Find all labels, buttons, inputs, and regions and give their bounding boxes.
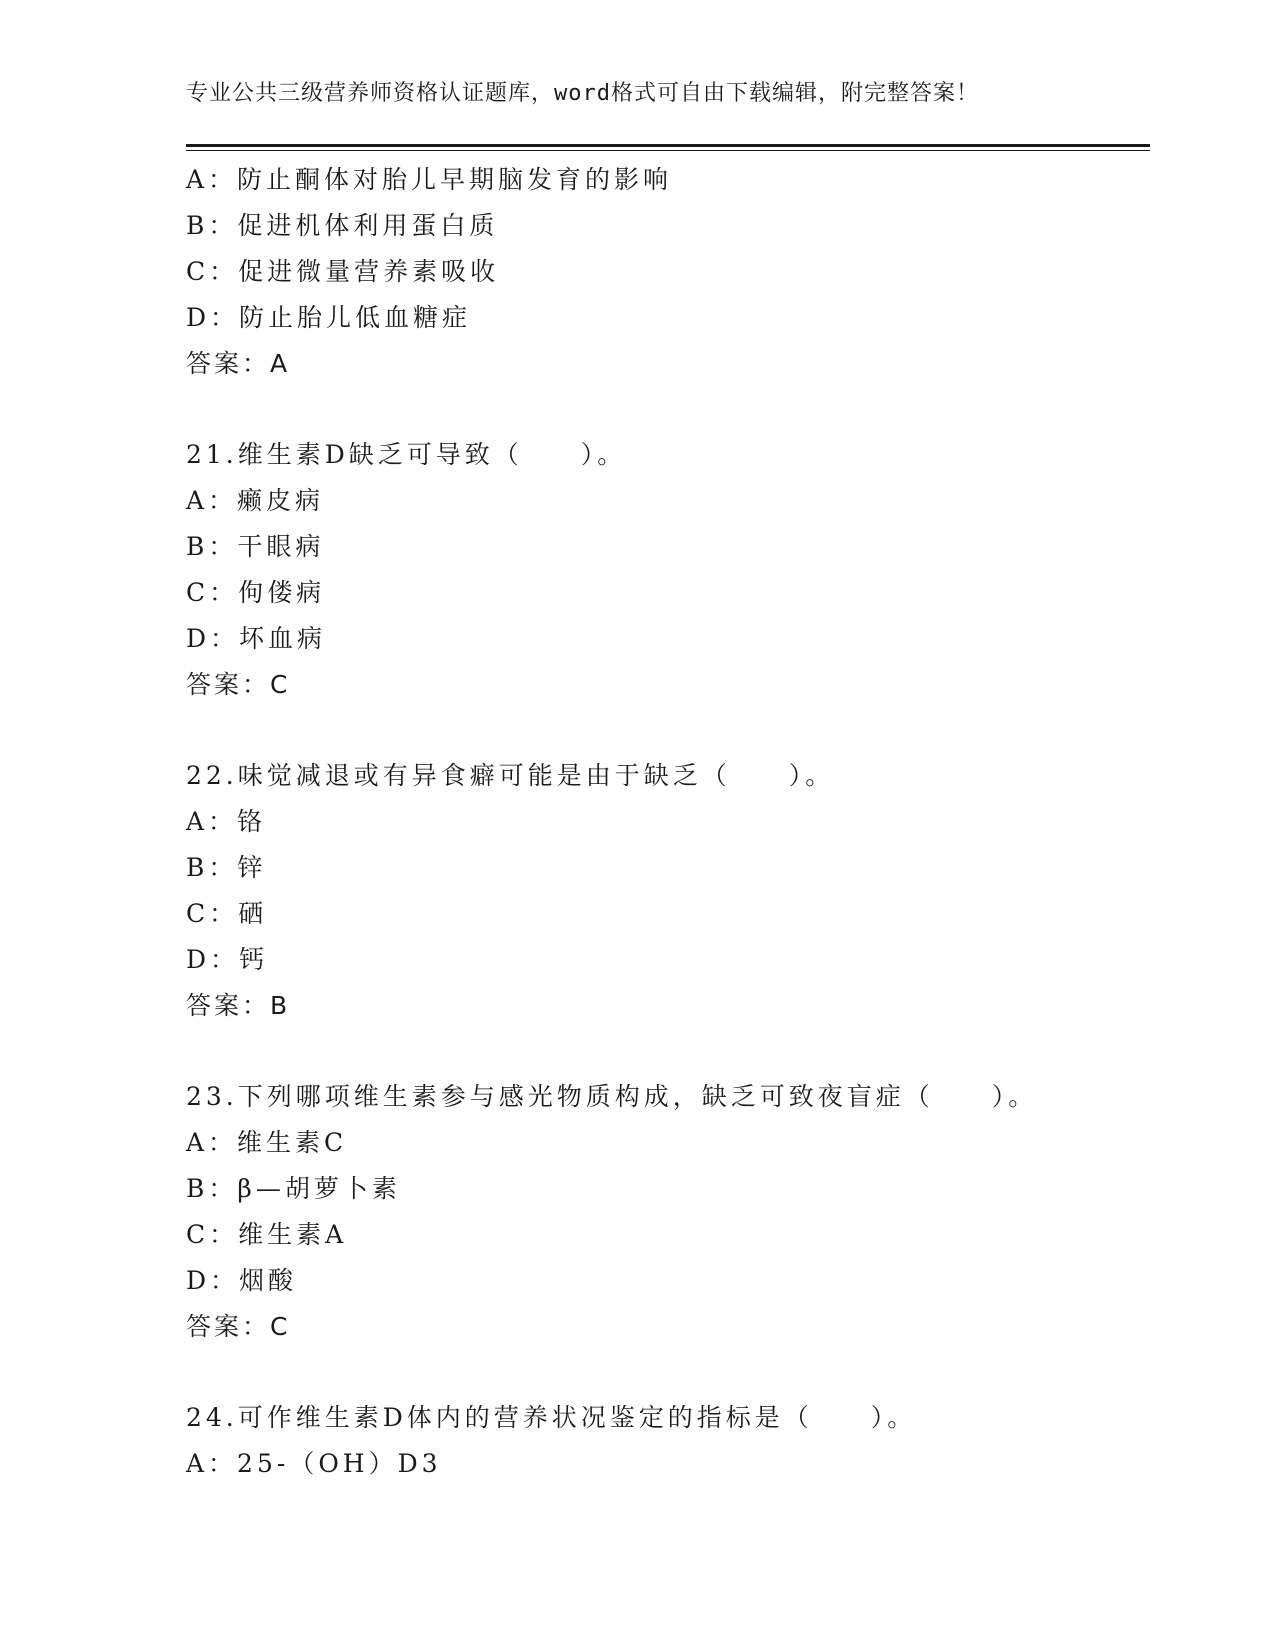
- question-22: 22.味觉减退或有异食癖可能是由于缺乏（ ）。: [186, 761, 835, 790]
- option-a: A：防止酮体对胎儿早期脑发育的影响: [186, 165, 673, 194]
- option-b: B：锌: [186, 853, 267, 882]
- option-b: B：β—胡萝卜素: [186, 1174, 401, 1203]
- spacer: [186, 1029, 1150, 1074]
- option-d: D：坏血病: [186, 624, 327, 653]
- option-d: D：钙: [186, 945, 269, 974]
- option-a: A：25-（OH）D3: [186, 1449, 442, 1478]
- answer-line: 答案：A: [186, 349, 291, 378]
- answer-line: 答案：B: [186, 991, 291, 1020]
- option-c: C：佝偻病: [186, 578, 326, 607]
- option-a: A：维生素C: [186, 1128, 348, 1157]
- option-a: A：癞皮病: [186, 486, 325, 515]
- option-d: D：烟酸: [186, 1266, 298, 1295]
- answer-line: 答案：C: [186, 670, 291, 699]
- spacer: [186, 387, 1150, 432]
- option-b: B：促进机体利用蛋白质: [186, 211, 499, 240]
- option-b: B：干眼病: [186, 532, 325, 561]
- header-divider-thin: [186, 150, 1150, 151]
- option-a: A：铬: [186, 807, 267, 836]
- option-c: C：维生素A: [186, 1220, 348, 1249]
- option-c: C：促进微量营养素吸收: [186, 257, 500, 286]
- question-list: [186, 157, 1150, 1487]
- question-23: 23.下列哪项维生素参与感光物质构成，缺乏可致夜盲症（ ）。: [186, 1082, 1038, 1111]
- option-c: C：硒: [186, 899, 268, 928]
- spacer: [186, 708, 1150, 753]
- option-d: D：防止胎儿低血糖症: [186, 303, 472, 332]
- question-24: 24.可作维生素D体内的营养状况鉴定的指标是（ ）。: [186, 1403, 917, 1432]
- question-21: 21.维生素D缺乏可导致（ ）。: [186, 440, 627, 469]
- spacer: [186, 1350, 1150, 1395]
- page-header: 专业公共三级营养师资格认证题库，word格式可自由下载编辑，附完整答案！: [186, 81, 979, 106]
- header-divider: [186, 144, 1150, 147]
- answer-line: 答案：C: [186, 1312, 291, 1341]
